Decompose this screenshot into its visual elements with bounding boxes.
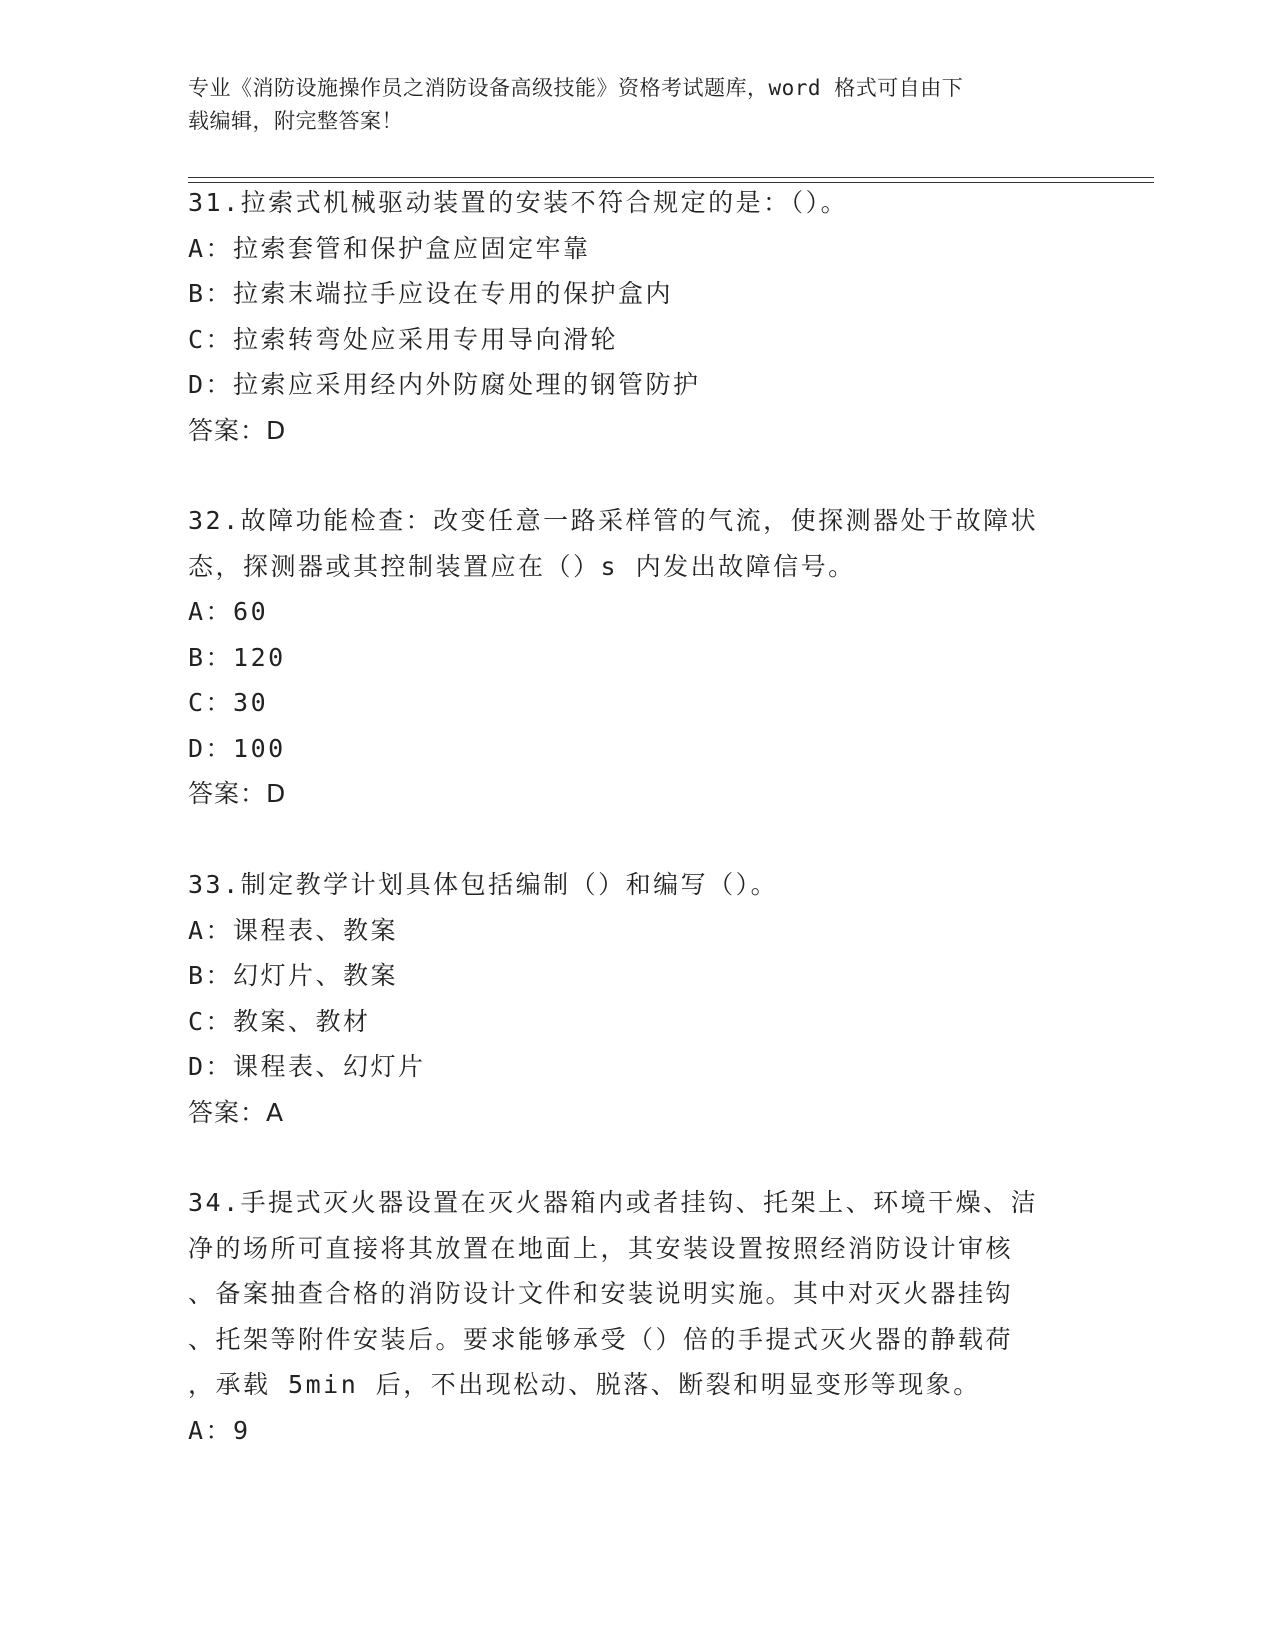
question-stem-line-2: 态，探测器或其控制装置应在（）s 内发出故障信号。 bbox=[188, 551, 856, 581]
question-stem-line-1: 34.手提式灭火器设置在灭火器箱内或者挂钩、托架上、环境干燥、洁 bbox=[188, 1188, 1039, 1217]
question-stem: 31.拉索式机械驱动装置的安装不符合规定的是：（）。 bbox=[188, 188, 849, 217]
option-a: A：60 bbox=[188, 597, 269, 626]
option-a: A：拉索套管和保护盒应固定牢靠 bbox=[188, 233, 591, 263]
question-stem-line-5: ，承载 5min 后，不出现松动、脱落、断裂和明显变形等现象。 bbox=[188, 1370, 981, 1399]
option-d: D：拉索应采用经内外防腐处理的钢管防护 bbox=[188, 370, 701, 399]
option-c: C：30 bbox=[188, 688, 269, 717]
answer: 答案：D bbox=[188, 779, 287, 808]
document-header bbox=[188, 72, 1088, 138]
header-line-2: 载编辑，附完整答案！ bbox=[188, 109, 403, 133]
answer: 答案：D bbox=[188, 415, 287, 445]
question-stem-line-2: 净的场所可直接将其放置在地面上，其安装设置按照经消防设计审核 bbox=[188, 1233, 1014, 1263]
question-34 bbox=[188, 1180, 1088, 1453]
header-line-1: 专业《消防设施操作员之消防设备高级技能》资格考试题库，word 格式可自由下 bbox=[188, 76, 964, 100]
question-33 bbox=[188, 862, 1088, 1135]
question-stem: 33.制定教学计划具体包括编制（）和编写（）。 bbox=[188, 870, 779, 899]
question-stem-line-4: 、托架等附件安装后。要求能够承受（）倍的手提式灭火器的静载荷 bbox=[188, 1324, 1014, 1354]
option-c: C：教案、教材 bbox=[188, 1006, 371, 1036]
option-b: B：拉索末端拉手应设在专用的保护盒内 bbox=[188, 279, 674, 308]
option-d: D：课程表、幻灯片 bbox=[188, 1052, 426, 1081]
option-d: D：100 bbox=[188, 733, 286, 763]
header-divider-top bbox=[188, 177, 1154, 178]
option-c: C：拉索转弯处应采用专用导向滑轮 bbox=[188, 324, 619, 354]
question-stem-line-1: 32.故障功能检查：改变任意一路采样管的气流，使探测器处于故障状 bbox=[188, 506, 1039, 535]
answer: 答案：A bbox=[188, 1097, 285, 1127]
question-32 bbox=[188, 498, 1088, 817]
question-stem-line-3: 、备案抽查合格的消防设计文件和安装说明实施。其中对灭火器挂钩 bbox=[188, 1279, 1014, 1308]
option-b: B：幻灯片、教案 bbox=[188, 961, 399, 990]
option-a: A：9 bbox=[188, 1415, 251, 1445]
option-b: B：120 bbox=[188, 642, 286, 672]
question-31 bbox=[188, 180, 1088, 453]
option-a: A：课程表、教案 bbox=[188, 915, 399, 945]
